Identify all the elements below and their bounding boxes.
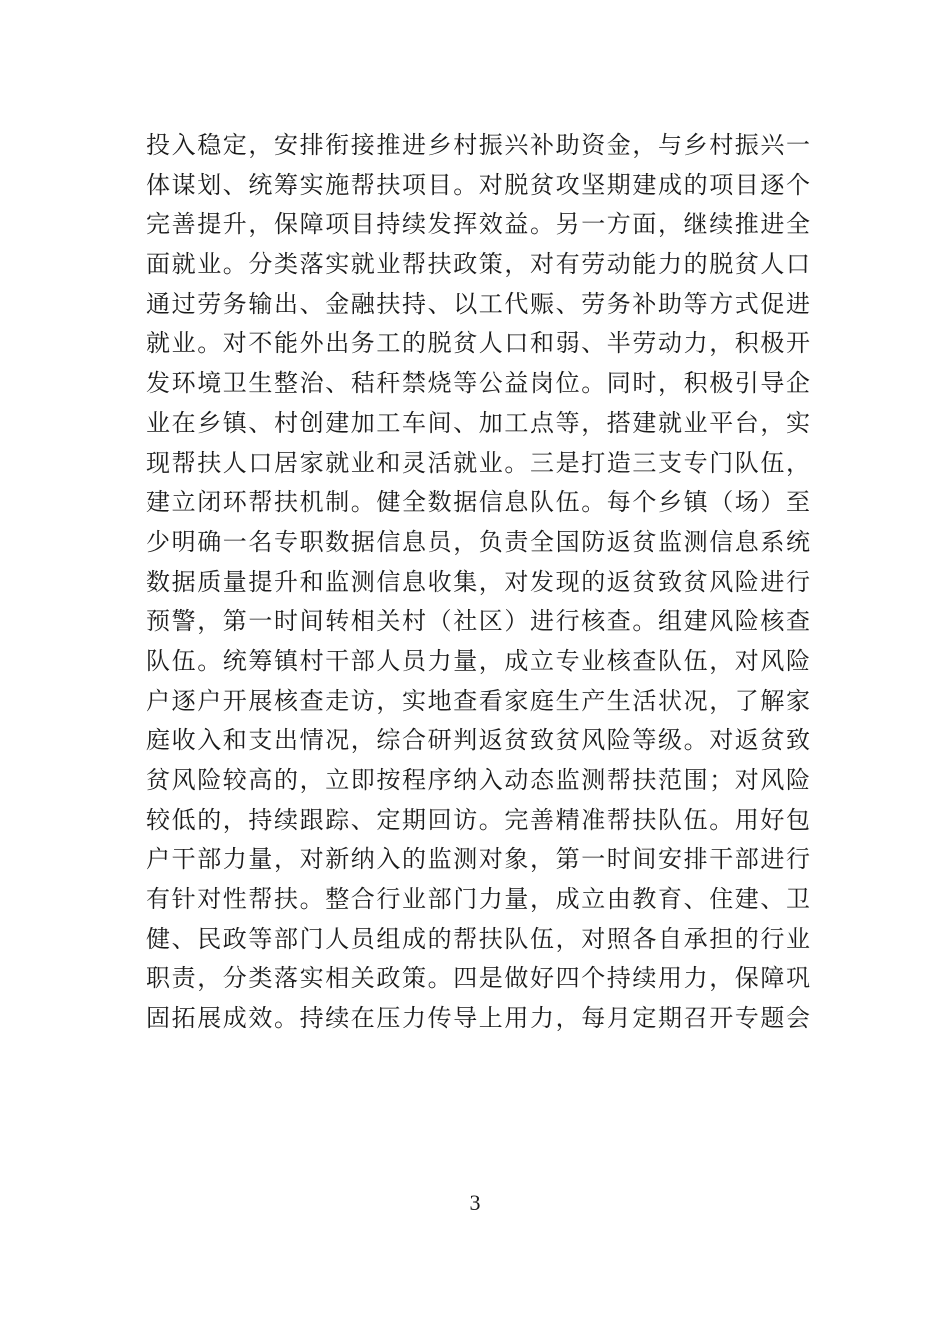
text-line: 预警，第一时间转相关村（社区）进行核查。组建风险核查 xyxy=(146,607,810,636)
text-line: 建立闭环帮扶机制。健全数据信息队伍。每个乡镇（场）至 xyxy=(146,488,810,517)
text-line: 发环境卫生整治、秸秆禁烧等公益岗位。同时，积极引导企 xyxy=(146,369,810,398)
text-line: 户逐户开展核查走访，实地查看家庭生产生活状况，了解家 xyxy=(146,686,810,715)
text-line: 数据质量提升和监测信息收集，对发现的返贫致贫风险进行 xyxy=(146,567,810,596)
text-line: 少明确一名专职数据信息员，负责全国防返贫监测信息系统 xyxy=(146,527,810,556)
text-line: 庭收入和支出情况，综合研判返贫致贫风险等级。对返贫致 xyxy=(146,726,810,755)
text-line: 较低的，持续跟踪、定期回访。完善精准帮扶队伍。用好包 xyxy=(146,805,810,834)
text-line: 健、民政等部门人员组成的帮扶队伍，对照各自承担的行业 xyxy=(146,924,810,953)
page-number: 3 xyxy=(469,1190,481,1215)
text-line: 职责，分类落实相关政策。四是做好四个持续用力，保障巩 xyxy=(146,964,810,993)
text-line: 业在乡镇、村创建加工车间、加工点等，搭建就业平台，实 xyxy=(146,408,810,437)
text-line: 队伍。统筹镇村干部人员力量，成立专业核查队伍，对风险 xyxy=(146,646,810,675)
text-line: 完善提升，保障项目持续发挥效益。另一方面，继续推进全 xyxy=(146,210,810,239)
text-line: 体谋划、统筹实施帮扶项目。对脱贫攻坚期建成的项目逐个 xyxy=(146,170,810,199)
text-line: 固拓展成效。持续在压力传导上用力，每月定期召开专题会 xyxy=(146,1004,810,1033)
text-line: 现帮扶人口居家就业和灵活就业。三是打造三支专门队伍， xyxy=(146,448,810,477)
text-line: 贫风险较高的，立即按程序纳入动态监测帮扶范围；对风险 xyxy=(146,766,810,794)
text-line: 户干部力量，对新纳入的监测对象，第一时间安排干部进行 xyxy=(146,845,810,874)
text-line: 面就业。分类落实就业帮扶政策，对有劳动能力的脱贫人口 xyxy=(146,250,810,279)
text-line: 就业。对不能外出务工的脱贫人口和弱、半劳动力，积极开 xyxy=(146,329,810,358)
text-line: 通过劳务输出、金融扶持、以工代赈、劳务补助等方式促进 xyxy=(146,289,810,318)
text-line: 有针对性帮扶。整合行业部门力量，成立由教育、住建、卫 xyxy=(146,885,810,914)
text-line: 投入稳定，安排衔接推进乡村振兴补助资金，与乡村振兴一 xyxy=(146,131,810,159)
body-text xyxy=(146,126,810,1039)
